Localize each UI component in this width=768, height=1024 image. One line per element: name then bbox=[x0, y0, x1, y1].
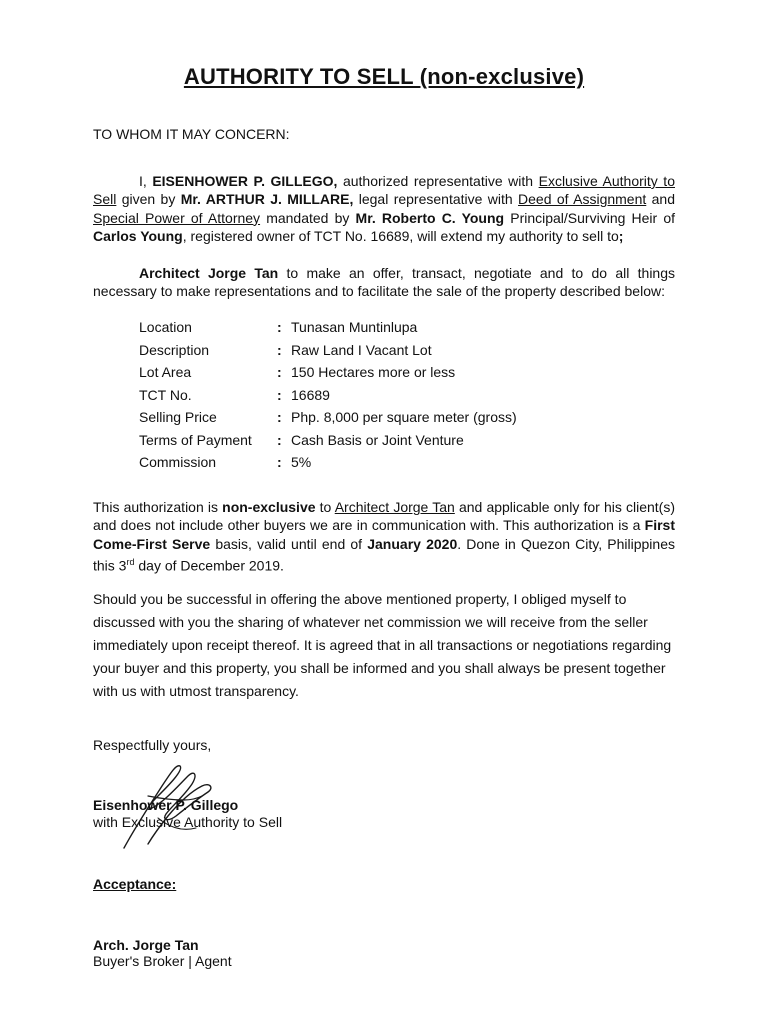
detail-label: Selling Price bbox=[139, 409, 217, 426]
detail-row bbox=[139, 451, 517, 474]
text: and bbox=[646, 191, 676, 208]
detail-colon: : bbox=[277, 386, 282, 403]
detail-value: 5% bbox=[291, 454, 312, 471]
detail-label: Location bbox=[139, 319, 192, 336]
detail-colon: : bbox=[277, 409, 282, 426]
paragraph-commission: Should you be successful in offering the above mentioned property, I obliged myself to discussed with you the sharing of whatever net commission we will receive from the seller immediately upon receipt thereof. It is agreed that in all transactions or negotiations regarding your buyer and this property, you shall be informed and you shall always be present together with us with utmost transparency. bbox=[93, 591, 672, 699]
detail-label: Commission bbox=[139, 454, 217, 471]
gillego-name: EISENHOWER P. GILLEGO, bbox=[152, 173, 338, 189]
text: given by bbox=[116, 191, 181, 208]
acceptor-role: Buyer's Broker | Agent bbox=[93, 953, 232, 969]
detail-colon: : bbox=[277, 319, 282, 336]
exclusive-authority-link: Exclusive Authority to Sell bbox=[93, 173, 675, 208]
detail-label: Terms of Payment bbox=[139, 431, 252, 448]
signatory-name: Eisenhower P. Gillego bbox=[93, 797, 239, 813]
non-exclusive-term: non-exclusive bbox=[222, 499, 316, 515]
text: This authorization is bbox=[93, 499, 223, 515]
salutation: TO WHOM IT MAY CONCERN: bbox=[93, 126, 290, 142]
detail-value: Raw Land I Vacant Lot bbox=[291, 341, 432, 358]
text: Principal/Surviving Heir of bbox=[504, 209, 676, 226]
validity-date: January 2020 bbox=[367, 535, 458, 552]
text: day of December 2019. bbox=[134, 557, 284, 574]
text: legal representative with bbox=[353, 191, 519, 208]
ordinal-suffix: rd bbox=[126, 556, 135, 567]
architect-link: Architect Jorge Tan bbox=[334, 499, 455, 515]
detail-row bbox=[139, 384, 517, 407]
text: basis, valid until end of bbox=[210, 535, 368, 552]
detail-label: Lot Area bbox=[139, 364, 192, 381]
paragraph-authority bbox=[93, 172, 675, 245]
text: and applicable only for his client(s) and does not include other buyers we are in communication with. This authorization is a bbox=[93, 499, 675, 534]
signatory-role: with Exclusive Authority to Sell bbox=[93, 814, 283, 830]
detail-colon: : bbox=[277, 341, 282, 358]
special-power-of-attorney: Special Power of Attorney bbox=[93, 209, 261, 226]
detail-colon: : bbox=[277, 454, 282, 471]
text: to bbox=[315, 499, 335, 515]
closing: Respectfully yours, bbox=[93, 737, 212, 753]
millare-name: Mr. ARTHUR J. MILLARE, bbox=[180, 191, 354, 208]
semicolon: ; bbox=[618, 227, 624, 244]
text: , registered owner of TCT No. 16689, will extend my authority to sell to bbox=[182, 227, 619, 244]
property-details bbox=[139, 316, 517, 474]
document-title: AUTHORITY TO SELL (non-exclusive) bbox=[183, 64, 585, 89]
architect-name: Architect Jorge Tan bbox=[139, 265, 279, 281]
detail-row bbox=[139, 316, 517, 339]
detail-row bbox=[139, 339, 517, 362]
young-name: Mr. Roberto C. Young bbox=[355, 209, 505, 226]
paragraph-non-exclusive bbox=[93, 498, 675, 575]
detail-label: Description bbox=[139, 341, 210, 358]
detail-label: TCT No. bbox=[139, 386, 192, 403]
carlos-name: Carlos Young bbox=[93, 227, 183, 244]
text: authorized representative with bbox=[337, 173, 539, 189]
detail-row bbox=[139, 406, 517, 429]
detail-value: Tunasan Muntinlupa bbox=[291, 319, 418, 336]
detail-row bbox=[139, 361, 517, 384]
detail-colon: : bbox=[277, 364, 282, 381]
detail-value: 150 Hectares more or less bbox=[291, 364, 456, 381]
text: mandated by bbox=[260, 209, 356, 226]
detail-colon: : bbox=[277, 431, 282, 448]
text: to make an offer, transact, negotiate and to do all things necessary to make representations and to facilitate the sale of the property described below: bbox=[93, 265, 675, 300]
text: . Done in Quezon City, Philippines this 3 bbox=[93, 535, 675, 574]
acceptor-name: Arch. Jorge Tan bbox=[93, 937, 199, 953]
deed-of-assignment: Deed of Assignment bbox=[518, 191, 647, 208]
acceptance-heading: Acceptance: bbox=[93, 876, 177, 892]
detail-row bbox=[139, 429, 517, 452]
detail-value: 16689 bbox=[291, 386, 330, 403]
first-come-first-serve: First Come-First Serve bbox=[93, 517, 675, 552]
detail-value: Cash Basis or Joint Venture bbox=[291, 431, 464, 448]
detail-value: Php. 8,000 per square meter (gross) bbox=[291, 409, 517, 426]
text: I, bbox=[139, 173, 153, 189]
paragraph-architect bbox=[93, 264, 675, 301]
